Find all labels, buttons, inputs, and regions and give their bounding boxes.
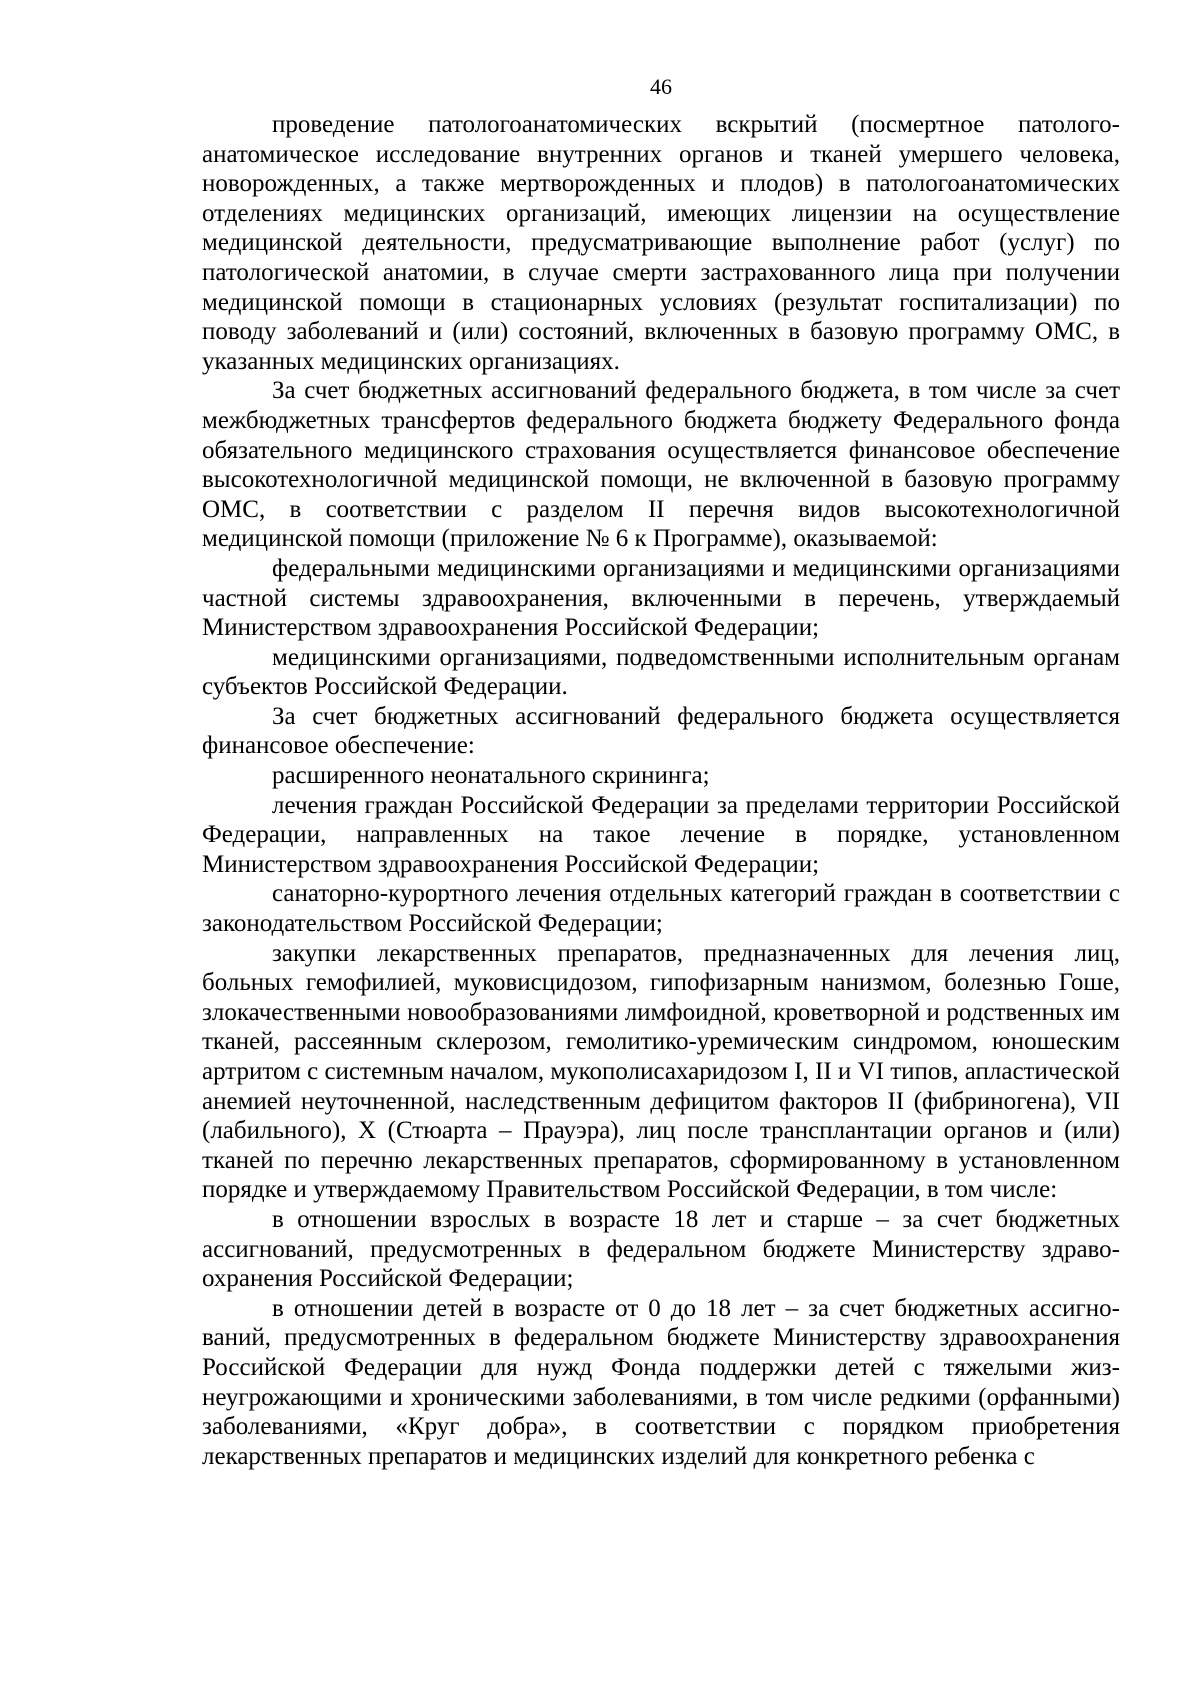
document-body: [202, 110, 1120, 1471]
paragraph: медицинскими организациями, подведомственными исполнительным органам субъектов Российской Федерации.: [202, 643, 1120, 701]
paragraph: закупки лекарственных препаратов, предназначенных для лечения лиц, больных гемофилией, муковисцидозом, гипофизарным нанизмом, болезнью Гоше, злокачественными новообразованиями лимфоидной, кроветворной и родственных им тканей, рассеянным склерозом, гемолитико-уремическим синдромом, юношеским артритом с системным началом, мукополисахаридозом I, II и VI типов, апластической анемией неуточненной, наследственным дефицитом факторов II (фибриногена), VII (лабильного), X (Стюарта – Прауэра), лиц после трансплантации органов и (или) тканей по перечню лекарственных препаратов, сформированному в установленном порядке и утверждаемому Правительством Российской Федерации, в том числе:: [202, 939, 1120, 1204]
paragraph: За счет бюджетных ассигнований федерального бюджета осуществляется финансовое обеспечение:: [202, 702, 1120, 760]
paragraph: санаторно-курортного лечения отдельных категорий граждан в соответствии с законодательством Российской Федерации;: [202, 880, 1120, 938]
paragraph: федеральными медицинскими организациями и медицинскими организациями частной системы здравоохранения, включенными в перечень, утверждаемый Министерством здравоохранения Российской Федерации;: [202, 554, 1120, 642]
paragraph: в отношении взрослых в возрасте 18 лет и старше – за счет бюджетных ассигнований, предусмотренных в федеральном бюджете Министерству здравоохранения Российской Федерации;: [202, 1205, 1120, 1293]
paragraph: За счет бюджетных ассигнований федерального бюджета, в том числе за счет межбюджетных трансфертов федерального бюджета бюджету Федерального фонда обязательного медицинского страхования осуществляется финансовое обеспечение высокотехнологичной медицинской помощи, не включенной в базовую программу ОМС, в соответствии с разделом II перечня видов высокотехнологичной медицинской помощи (приложение № 6 к Программе), оказываемой:: [202, 377, 1120, 553]
paragraph: расширенного неонатального скрининга;: [272, 762, 710, 790]
paragraph: проведение патологоанатомических вскрытий (посмертное патологоанатомическое исследование внутренних органов и тканей умершего человека, новорожденных, а также мертворожденных и плодов) в патологоанатомических отделениях медицинских организаций, имеющих лицензии на осуществление медицинской деятельности, предусматривающие выполнение работ (услуг) по патологической анатомии, в случае смерти застрахованного лица при получении медицинской помощи в стационарных условиях (результат госпитализации) по поводу заболеваний и (или) состояний, включенных в базовую программу ОМС, в указанных медицинских организациях.: [202, 111, 1120, 375]
page-number: 46: [650, 74, 672, 99]
paragraph: лечения граждан Российской Федерации за пределами территории Российской Федерации, направленных на такое лечение в порядке, установленном Министерством здравоохранения Российской Федерации;: [202, 791, 1120, 878]
paragraph: в отношении детей в возрасте от 0 до 18 лет – за счет бюджетных ассигнований, предусмотренных в федеральном бюджете Министерству здравоохранения Российской Федерации для нужд Фонда поддержки детей с тяжелыми жизнеугрожающими и хроническими заболеваниями, в том числе редкими (орфанными) заболеваниями, «Круг добра», в соответствии с порядком приобретения лекарственных препаратов и медицинских изделий для конкретного ребенка с: [202, 1294, 1120, 1470]
